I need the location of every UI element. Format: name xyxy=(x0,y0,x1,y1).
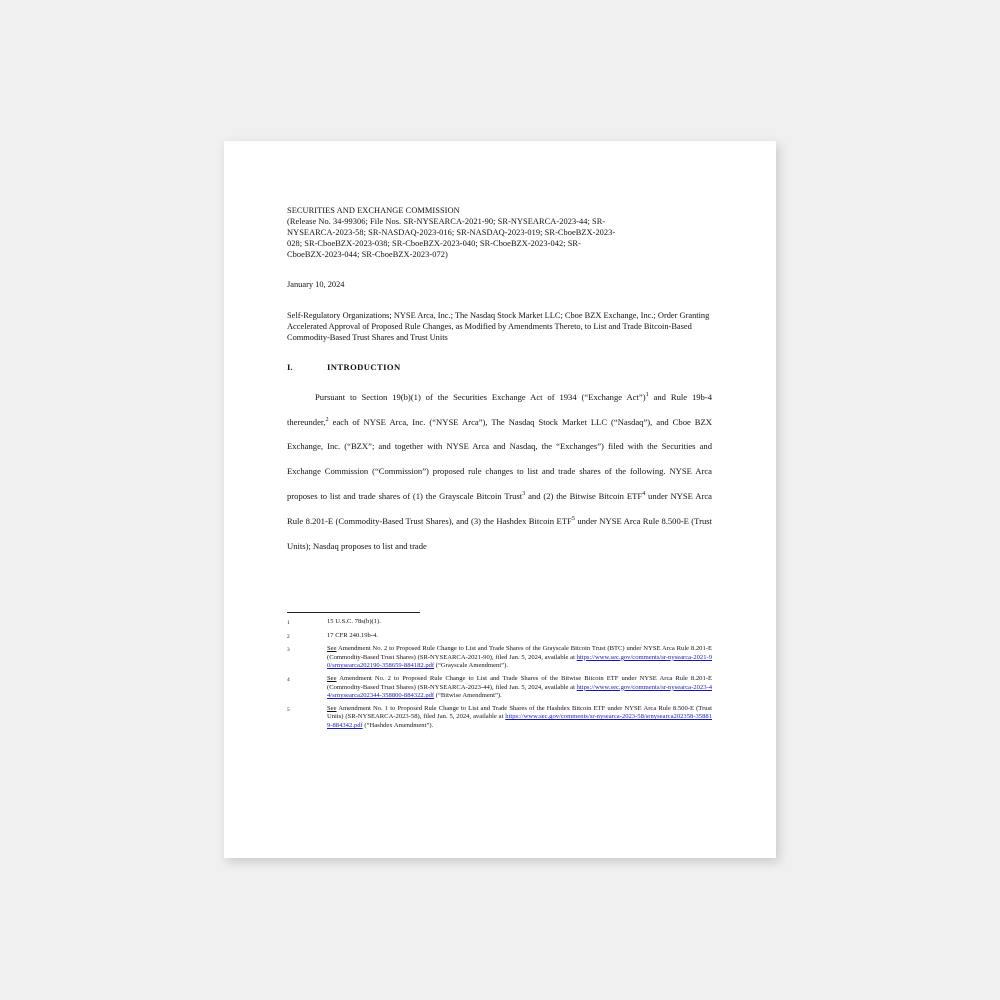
section-heading xyxy=(287,362,712,372)
intro-text-d: and (2) the Bitwise Bitcoin ETF xyxy=(525,491,643,502)
footnote-see: See xyxy=(327,704,337,712)
footnote-ref-2[interactable]: 2 xyxy=(325,415,329,423)
footnote-segment: (“Hashdex Amendment”). xyxy=(362,721,434,729)
document-header xyxy=(287,205,712,260)
footnote-ref-5[interactable]: 5 xyxy=(571,514,575,522)
intro-text-f: under NYSE Arca Rule 8.500-E (Trust Units); Nasdaq proposes to list and trade xyxy=(287,515,713,551)
footnote-text xyxy=(327,705,712,731)
intro-text-e: under NYSE Arca Rule 8.201-E (Commodity-Based Trust Shares), and (3) the Hashdex Bitcoin ETF xyxy=(287,491,712,526)
intro-text-a: Pursuant to Section 19(b)(1) of the Securities Exchange Act of 1934 (“Exchange Act”) xyxy=(315,391,646,402)
footnote-marker: 4 xyxy=(287,676,290,683)
footnote-list xyxy=(287,618,712,735)
footnote-marker: 3 xyxy=(287,647,290,654)
footnote-ref-1[interactable]: 1 xyxy=(645,390,649,398)
section-number: I. xyxy=(287,361,293,372)
intro-text-c: each of NYSE Arca, Inc. (“NYSE Arca”), The Nasdaq Stock Market LLC (“Nasdaq”), and Cboe BZX Exchange, Inc. (“BZX”; and together with NYSE Arca and Nasdaq, the “Exchanges”) filed with the Securities and Exchange Commission (“Commission”) proposed rule changes to list and trade shares of the following. NYSE Arca proposes to list and trade shares of (1) the Grayscale Bitcoin Trust xyxy=(287,416,712,502)
footnote-marker: 5 xyxy=(287,706,290,713)
footnote-text xyxy=(327,675,712,701)
footnote-link[interactable]: https://www.sec.gov/comments/sr-nysearca-2023-58/srnysearca202358-358819-884342.pdf xyxy=(327,713,712,729)
footnote-link[interactable]: https://www.sec.gov/comments/sr-nysearca-2021-90/srnysearca202190-358659-884182.pdf xyxy=(327,653,712,670)
footnote-text xyxy=(327,645,712,671)
footnote-segment: 15 U.S.C. 78s(b)(1). xyxy=(327,618,381,625)
release-line-1: (Release No. 34-99306; File Nos. SR-NYSEARCA-2021-90; SR-NYSEARCA-2023-44; SR- xyxy=(287,217,606,227)
footnote-item xyxy=(287,618,712,628)
footnote-ref-4[interactable]: 4 xyxy=(642,490,646,498)
section-title: INTRODUCTION xyxy=(327,361,401,372)
footnote-segment: Amendment No. 2 to Proposed Rule Change to List and Trade Shares of the Grayscale Bitcoin Trust (BTC) under NYSE Arca Rule 8.201-E (Commodity-Based Trust Shares) (SR-NYSEARCA-2021-90), filed Jan. 5, 2024, available at xyxy=(327,645,712,661)
document-subject: Self-Regulatory Organizations; NYSE Arca, Inc.; The Nasdaq Stock Market LLC; Cboe BZX Exchange, Inc.; Order Granting Accelerated Approval of Proposed Rule Changes, as Modified by Amendments Thereto, to List and Trade Bitcoin-Based Commodity-Based Trust Shares and Trust Units xyxy=(287,310,710,342)
footnote-segment: Amendment No. 2 to Proposed Rule Change to List and Trade Shares of the Bitwise Bitcoin ETF under NYSE Arca Rule 8.201-E (Commodity-Based Trust Shares) (SR-NYSEARCA-2023-44), filed Jan. 5, 2024, available at xyxy=(327,674,712,691)
footnote-text xyxy=(327,632,712,642)
footnote-text xyxy=(327,618,712,628)
footnote-see: See xyxy=(327,645,337,653)
footnote-item xyxy=(287,632,712,642)
footnote-item xyxy=(287,645,712,671)
footnote-marker: 2 xyxy=(287,633,290,640)
footnote-item xyxy=(287,705,712,731)
footnote-item xyxy=(287,675,712,701)
document-date: January 10, 2024 xyxy=(287,280,345,290)
footnote-marker: 1 xyxy=(287,620,290,626)
footnote-segment: (“Grayscale Amendment”). xyxy=(434,662,508,670)
footnote-see: See xyxy=(327,674,337,682)
footnote-link[interactable]: https://www.sec.gov/comments/sr-nysearca-2023-44/srnysearca202344-358800-884322.pdf xyxy=(327,683,712,700)
footnote-segment: Amendment No. 1 to Proposed Rule Change to List and Trade Shares of the Hashdex Bitcoin ETF under NYSE Arca Rule 8.500-E (Trust Units) (SR-NYSEARCA-2023-58), filed Jan. 5, 2024, available at xyxy=(327,704,712,721)
intro-text-b: and Rule 19b-4 thereunder, xyxy=(287,391,712,427)
footnote-ref-3[interactable]: 3 xyxy=(522,490,526,498)
footnote-segment: (“Bitwise Amendment”). xyxy=(434,692,502,700)
footnote-separator xyxy=(287,612,420,613)
footnote-segment: 17 CFR 240.19b-4. xyxy=(327,631,378,639)
agency-name: SECURITIES AND EXCHANGE COMMISSION xyxy=(287,206,460,215)
release-line-4: CboeBZX-2023-044; SR-CboeBZX-2023-072) xyxy=(287,250,448,260)
intro-paragraph xyxy=(287,385,712,559)
document-page xyxy=(224,141,776,858)
release-line-3: 028; SR-CboeBZX-2023-038; SR-CboeBZX-2023-040; SR-CboeBZX-2023-042; SR- xyxy=(287,239,581,249)
page-content xyxy=(287,205,712,558)
release-line-2: NYSEARCA-2023-58; SR-NASDAQ-2023-016; SR-NASDAQ-2023-019; SR-CboeBZX-2023- xyxy=(287,228,616,238)
